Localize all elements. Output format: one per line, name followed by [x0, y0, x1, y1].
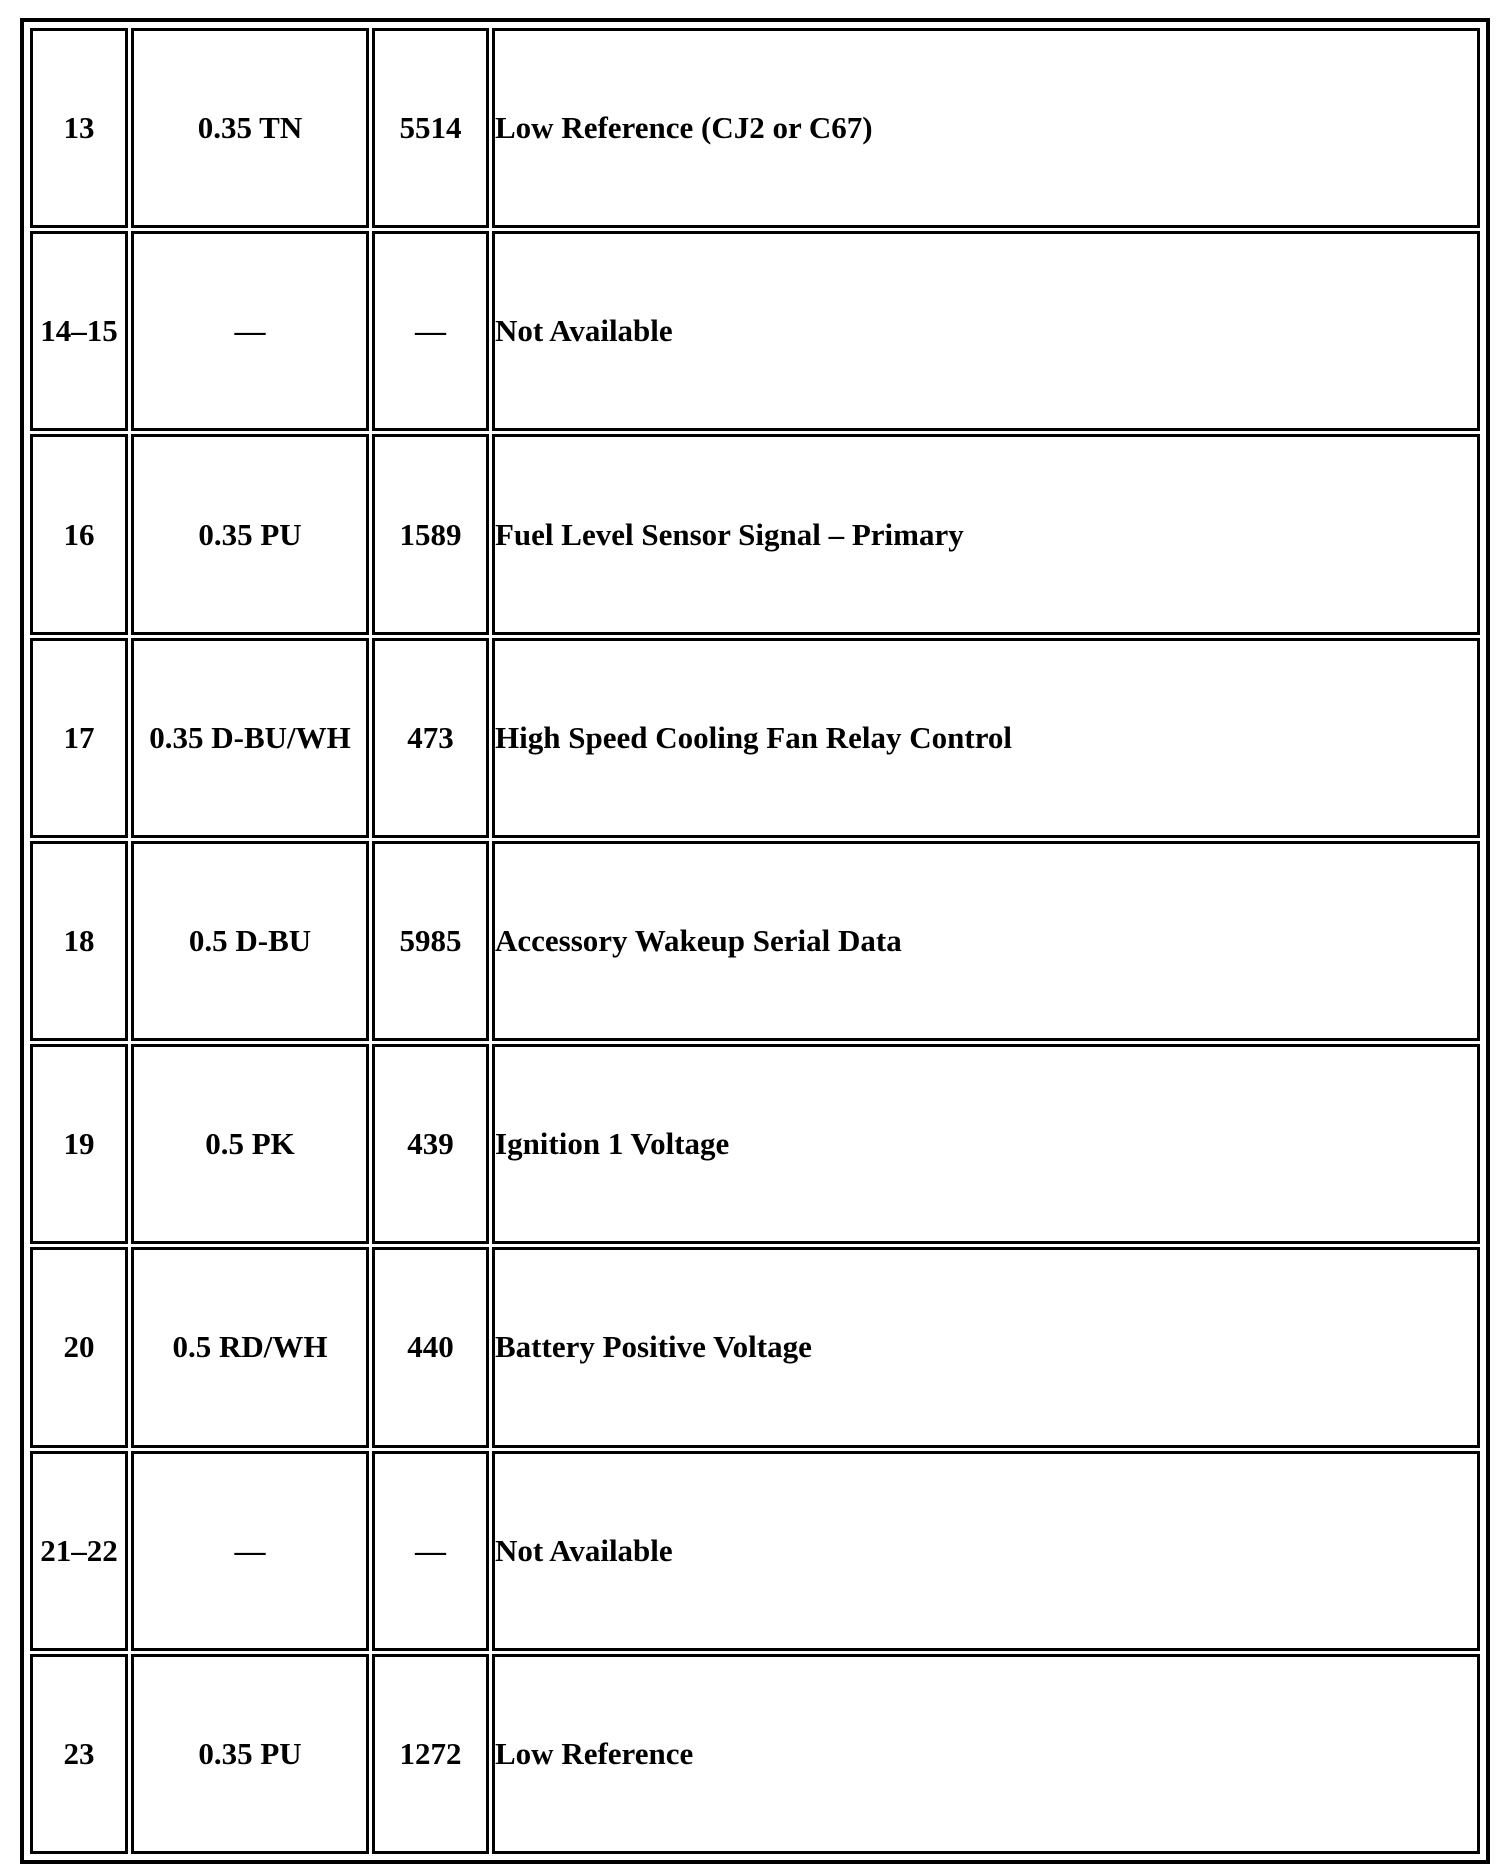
circuit-cell: 440 — [372, 1247, 489, 1447]
pin-cell: 13 — [30, 28, 128, 228]
wire-cell: 0.5 RD/WH — [131, 1247, 369, 1447]
table-row — [30, 1247, 1480, 1447]
table-row — [30, 231, 1480, 431]
circuit-cell: 1272 — [372, 1654, 489, 1854]
function-cell: Battery Positive Voltage — [492, 1247, 1480, 1447]
pin-cell: 17 — [30, 638, 128, 838]
table-row — [30, 1451, 1480, 1651]
wire-cell: 0.5 PK — [131, 1044, 369, 1244]
function-cell: Not Available — [492, 231, 1480, 431]
pin-cell: 23 — [30, 1654, 128, 1854]
circuit-cell: 1589 — [372, 434, 489, 634]
pin-cell: 14–15 — [30, 231, 128, 431]
circuit-cell: 5985 — [372, 841, 489, 1041]
wire-cell: — — [131, 1451, 369, 1651]
pin-cell: 21–22 — [30, 1451, 128, 1651]
function-cell: Not Available — [492, 1451, 1480, 1651]
connector-pinout-table-frame — [20, 18, 1490, 1864]
connector-pinout-table — [27, 25, 1483, 1857]
wire-cell: 0.35 D-BU/WH — [131, 638, 369, 838]
table-row — [30, 841, 1480, 1041]
wire-cell: 0.35 PU — [131, 1654, 369, 1854]
circuit-cell: — — [372, 231, 489, 431]
function-cell: Accessory Wakeup Serial Data — [492, 841, 1480, 1041]
pin-cell: 16 — [30, 434, 128, 634]
pin-cell: 18 — [30, 841, 128, 1041]
function-cell: High Speed Cooling Fan Relay Control — [492, 638, 1480, 838]
table-row — [30, 1654, 1480, 1854]
function-cell: Low Reference — [492, 1654, 1480, 1854]
function-cell: Ignition 1 Voltage — [492, 1044, 1480, 1244]
circuit-cell: 5514 — [372, 28, 489, 228]
circuit-cell: 473 — [372, 638, 489, 838]
circuit-cell: 439 — [372, 1044, 489, 1244]
table-row — [30, 1044, 1480, 1244]
circuit-cell: — — [372, 1451, 489, 1651]
table-row — [30, 638, 1480, 838]
table-row — [30, 28, 1480, 228]
wire-cell: — — [131, 231, 369, 431]
table-row — [30, 434, 1480, 634]
wire-cell: 0.35 PU — [131, 434, 369, 634]
pin-cell: 19 — [30, 1044, 128, 1244]
wire-cell: 0.35 TN — [131, 28, 369, 228]
function-cell: Low Reference (CJ2 or C67) — [492, 28, 1480, 228]
function-cell: Fuel Level Sensor Signal – Primary — [492, 434, 1480, 634]
pin-cell: 20 — [30, 1247, 128, 1447]
wire-cell: 0.5 D-BU — [131, 841, 369, 1041]
